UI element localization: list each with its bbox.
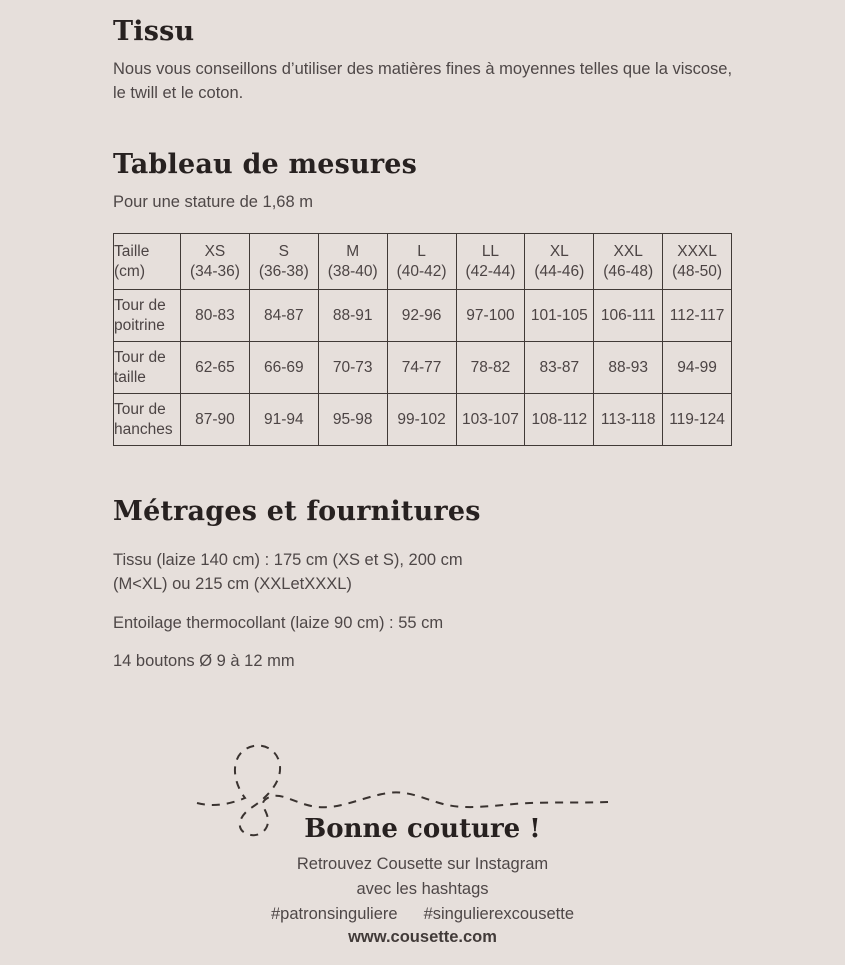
stature-note: Pour une stature de 1,68 m bbox=[113, 193, 313, 212]
buttons-requirement: 14 boutons Ø 9 à 12 mm bbox=[113, 652, 295, 671]
size-header-xxxl bbox=[663, 234, 732, 290]
footer-hashtags-intro: avec les hashtags bbox=[356, 880, 489, 898]
section-metrages bbox=[113, 496, 750, 673]
table-cell: 106-111 bbox=[594, 290, 663, 342]
table-cell: 113-118 bbox=[594, 394, 663, 446]
section-tableau-de-mesures bbox=[113, 149, 750, 446]
size-name: XL bbox=[549, 242, 569, 260]
size-name: XXXL bbox=[677, 242, 717, 260]
row-label-line1: Tour de bbox=[114, 400, 166, 418]
metrages-title: Métrages et fournitures bbox=[113, 496, 481, 528]
table-cell: 91-94 bbox=[249, 394, 318, 446]
size-range: (38-40) bbox=[327, 262, 378, 280]
section-tissu bbox=[113, 16, 750, 105]
table-cell: 97-100 bbox=[456, 290, 525, 342]
table-cell: 88-93 bbox=[594, 342, 663, 394]
size-range: (34-36) bbox=[189, 262, 240, 280]
table-cell: 119-124 bbox=[663, 394, 732, 446]
table-cell: 78-82 bbox=[456, 342, 525, 394]
size-name: L bbox=[417, 242, 426, 260]
table-cell: 66-69 bbox=[249, 342, 318, 394]
table-header-row bbox=[114, 234, 732, 290]
hashtag-singulierexcousette: #singulierexcousette bbox=[423, 905, 575, 923]
table-row-poitrine bbox=[114, 290, 732, 342]
footer-headline: Bonne couture ! bbox=[304, 814, 541, 844]
table-cell: 83-87 bbox=[525, 342, 594, 394]
row-label-line1: Tour de bbox=[114, 348, 166, 366]
size-range: (36-38) bbox=[258, 262, 309, 280]
size-header-m bbox=[318, 234, 387, 290]
size-name: XXL bbox=[613, 242, 643, 260]
size-range: (44-46) bbox=[534, 262, 585, 280]
table-cell: 70-73 bbox=[318, 342, 387, 394]
table-cell: 88-91 bbox=[318, 290, 387, 342]
tissu-title: Tissu bbox=[113, 16, 195, 47]
size-range: (48-50) bbox=[672, 262, 723, 280]
table-cell: 112-117 bbox=[663, 290, 732, 342]
size-header-ll bbox=[456, 234, 525, 290]
size-header-xxl bbox=[594, 234, 663, 290]
size-header-xs bbox=[181, 234, 250, 290]
table-cell: 84-87 bbox=[249, 290, 318, 342]
table-row-hanches bbox=[114, 394, 732, 446]
size-name: XS bbox=[204, 242, 226, 260]
size-header-l bbox=[387, 234, 456, 290]
measurement-table bbox=[113, 233, 732, 446]
table-cell: 95-98 bbox=[318, 394, 387, 446]
size-range: (42-44) bbox=[465, 262, 516, 280]
row-label-poitrine bbox=[114, 290, 181, 342]
size-name: M bbox=[346, 242, 360, 260]
table-cell: 99-102 bbox=[387, 394, 456, 446]
row-label-line2: poitrine bbox=[114, 316, 165, 334]
size-header-xl bbox=[525, 234, 594, 290]
size-range: (40-42) bbox=[396, 262, 447, 280]
table-cell: 74-77 bbox=[387, 342, 456, 394]
fabric-requirement: Tissu (laize 140 cm) : 175 cm (XS et S), 200 cm (M<XL) ou 215 cm (XXLetXXXL) bbox=[113, 551, 463, 594]
row-label-line1: Tour de bbox=[114, 296, 166, 314]
table-cell: 92-96 bbox=[387, 290, 456, 342]
hashtag-patronsinguliere: #patronsinguliere bbox=[270, 905, 398, 923]
table-row-taille bbox=[114, 342, 732, 394]
table-cell: 87-90 bbox=[181, 394, 250, 446]
footer-instagram-line: Retrouvez Cousette sur Instagram bbox=[296, 855, 549, 873]
size-range: (46-48) bbox=[603, 262, 654, 280]
website-url: www.cousette.com bbox=[348, 928, 497, 946]
corner-label-line1: Taille bbox=[114, 242, 150, 260]
row-label-line2: hanches bbox=[114, 420, 173, 438]
table-cell: 108-112 bbox=[525, 394, 594, 446]
size-header-s bbox=[249, 234, 318, 290]
row-label-taille bbox=[114, 342, 181, 394]
row-label-hanches bbox=[114, 394, 181, 446]
table-cell: 62-65 bbox=[181, 342, 250, 394]
corner-label-line2: (cm) bbox=[114, 262, 145, 280]
tissu-description: Nous vous conseillons d’utiliser des matières fines à moyennes telles que la viscose, le twill et le coton. bbox=[113, 60, 733, 103]
mesures-title: Tableau de mesures bbox=[113, 149, 418, 181]
size-name: LL bbox=[481, 242, 500, 260]
footer bbox=[0, 814, 845, 947]
table-cell: 80-83 bbox=[181, 290, 250, 342]
table-cell: 101-105 bbox=[525, 290, 594, 342]
footer-hashtags bbox=[0, 902, 845, 927]
interfacing-requirement: Entoilage thermocollant (laize 90 cm) : 55 cm bbox=[113, 614, 444, 633]
row-label-line2: taille bbox=[114, 368, 146, 386]
table-cell: 94-99 bbox=[663, 342, 732, 394]
table-corner-header bbox=[114, 234, 181, 290]
size-name: S bbox=[278, 242, 289, 260]
table-cell: 103-107 bbox=[456, 394, 525, 446]
